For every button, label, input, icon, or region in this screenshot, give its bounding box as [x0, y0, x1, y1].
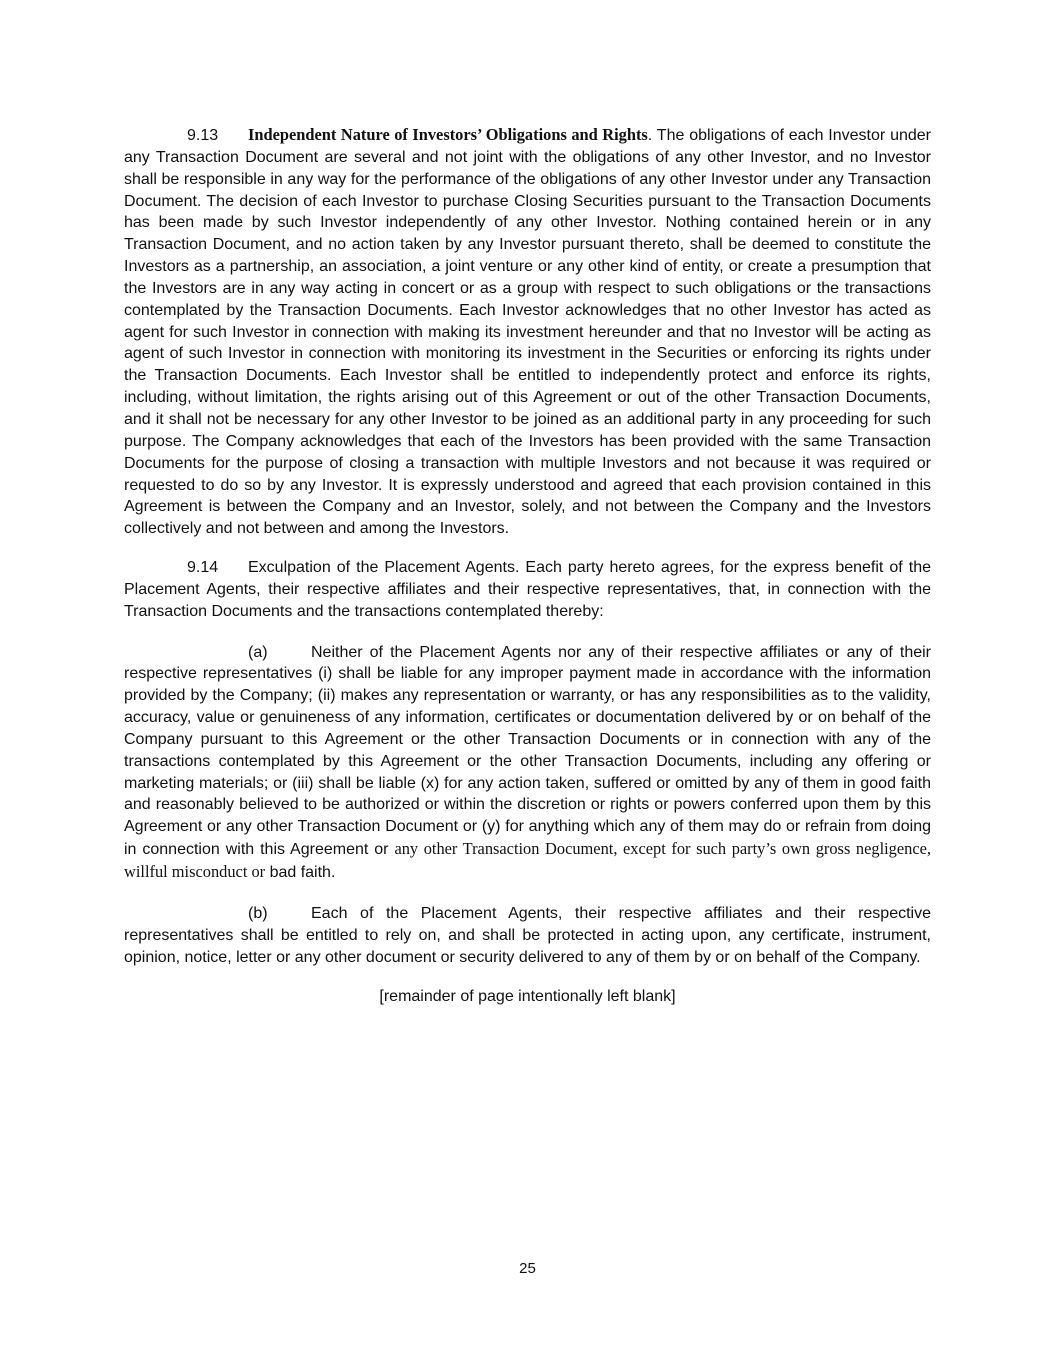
section-9-13-heading-period: .	[647, 127, 653, 144]
section-9-13-number: 9.13	[187, 127, 219, 144]
subsection-a-paragraph	[124, 642, 931, 884]
subsection-b-paragraph	[124, 903, 931, 969]
section-9-14-paragraph	[124, 557, 931, 623]
section-9-13-heading: Independent Nature of Investors’ Obligations and Rights	[248, 125, 648, 144]
page-number: 25	[519, 1260, 536, 1277]
section-9-13-text: The obligations of each Investor under any Transaction Document are several and not joint with the obligations of any other Investor, and no Investor shall be responsible in any way for the performance of the obligations of any other Investor under any Transaction Document. The decision of each Investor to purchase Closing Securities pursuant to the Transaction Documents has been made by such Investor independently of any other Investor. Nothing contained herein or in any Transaction Document, and no action taken by any Investor pursuant thereto, shall be deemed to constitute the Investors as a partnership, an association, a joint venture or any other kind of entity, or create a presumption that the Investors are in any way acting in concert or as a group with respect to such obligations or the transactions contemplated by the Transaction Documents. Each Investor acknowledges that no other Investor has acted as agent for such Investor in connection with making its investment hereunder and that no Investor will be acting as agent of such Investor in connection with monitoring its investment in the Securities or enforcing its rights under the Transaction Documents. Each Investor shall be entitled to independently protect and enforce its rights, including, without limitation, the rights arising out of this Agreement or out of the other Transaction Documents, and it shall not be necessary for any other Investor to be joined as an additional party in any proceeding for such purpose. The Company acknowledges that each of the Investors has been provided with the same Transaction Documents for the purpose of closing a transaction with multiple Investors and not because it was required or requested to do so by any Investor. It is expressly understood and agreed that each provision contained in this Agreement is between the Company and an Investor, solely, and not between the Company and the Investors collectively and not between and among the Investors.	[124, 127, 931, 538]
subsection-b-text: Each of the Placement Agents, their respective affiliates and their respective representatives shall be entitled to rely on, and shall be protected in acting upon, any certificate, instrument, opinion, notice, letter or any other document or security delivered to any of them by or on behalf of the Company.	[124, 904, 931, 966]
subsection-a-text: Neither of the Placement Agents nor any of their respective affiliates or any of their respective representatives (i) shall be liable for any improper payment made in accordance with the information provided by the Company; (ii) makes any representation or warranty, or has any responsibilities as to the validity, accuracy, value or genuineness of any information, certificates or documentation delivered by or on behalf of the Company pursuant to this Agreement or the other Transaction Documents or in connection with any of the transactions contemplated by this Agreement or the other Transaction Documents, including any offering or marketing materials; or (iii) shall be liable (x) for any action taken, suffered or omitted by any of them in good faith and reasonably believed to be authorized or within the discretion or rights or powers conferred upon them by this Agreement or any other Transaction Document or (y) for anything which any of them may do or refrain from doing in connection with this Agreement or	[124, 643, 931, 859]
subsection-b-marker: (b)	[248, 904, 268, 922]
section-9-13-paragraph	[124, 124, 931, 540]
subsection-a-tail-text: bad faith.	[265, 864, 336, 881]
subsection-a-serif-text: any other Transaction Document, except for such party’s own gross negligence, willful misconduct or	[124, 839, 931, 881]
subsection-a-marker: (a)	[248, 643, 268, 661]
page-body	[124, 124, 931, 1008]
remainder-note: [remainder of page intentionally left blank]	[379, 988, 676, 1006]
section-9-14-number: 9.14	[187, 559, 219, 577]
section-9-14-text: Exculpation of the Placement Agents. Each party hereto agrees, for the express benefit of the Placement Agents, their respective affiliates and their respective representatives, that, in connection with the Transaction Documents and the transactions contemplated thereby:	[124, 559, 931, 620]
